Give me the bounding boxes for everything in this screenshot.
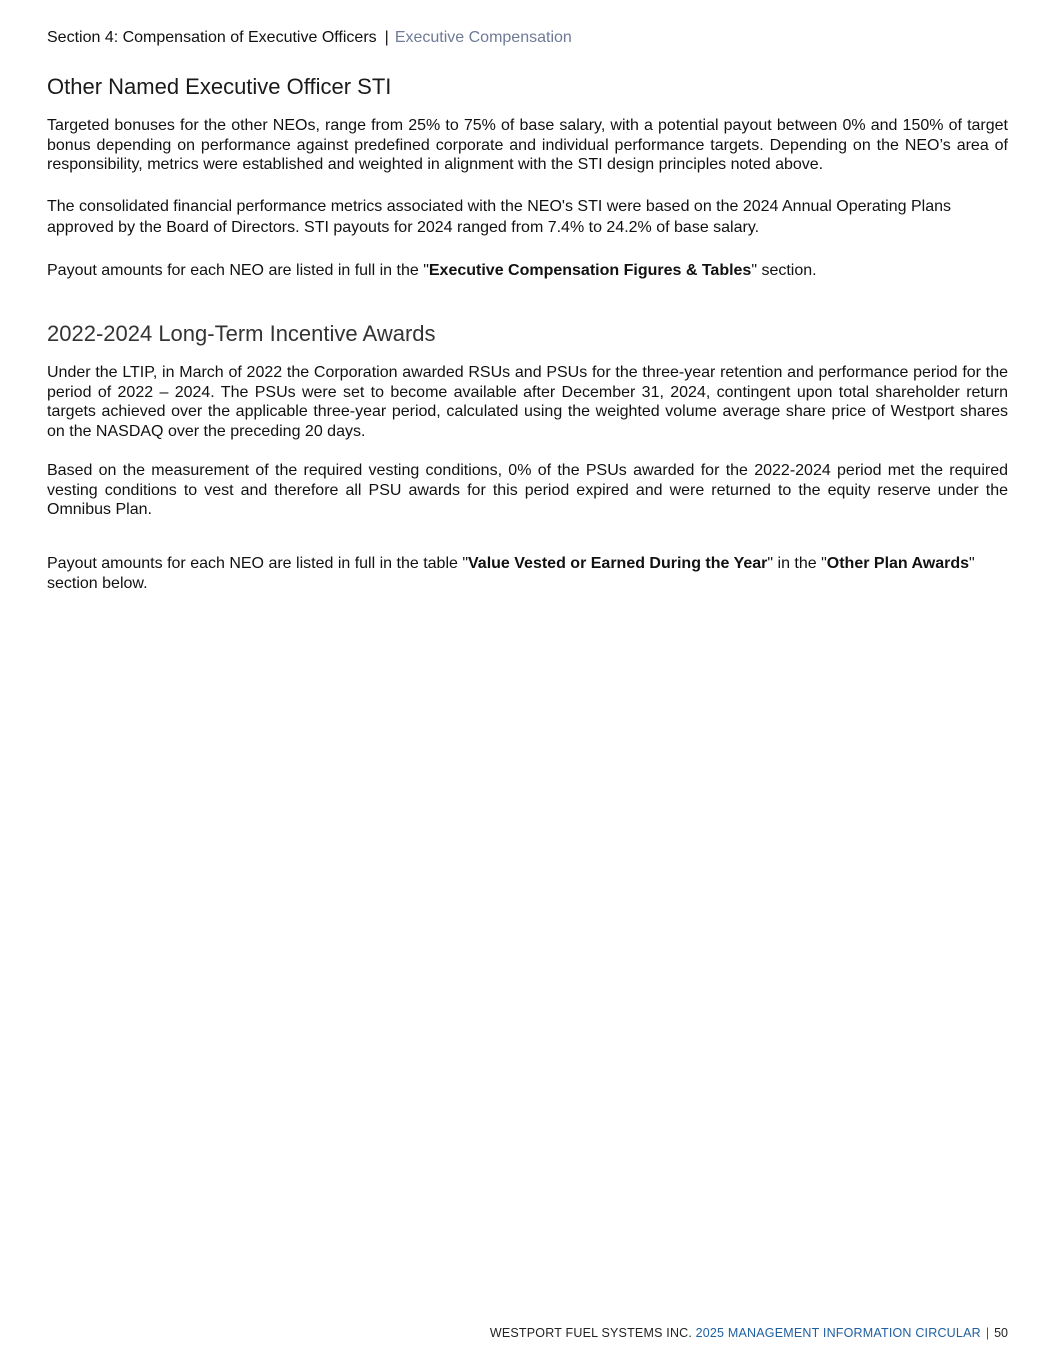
page-footer: [490, 1325, 1008, 1341]
ltip-heading: 2022-2024 Long-Term Incentive Awards: [47, 321, 436, 346]
sti-payout-text-pre: Payout amounts for each NEO are listed in full in the ": [47, 262, 429, 279]
sti-paragraph-payout-reference: [47, 261, 1008, 281]
ltip-paragraph-awards: Under the LTIP, in March of 2022 the Corporation awarded RSUs and PSUs for the three-year retention and performance period for the period of 2022 – 2024. The PSUs were set to become available after December 31, 2024, contingent upon total shareholder return targets achieved over the applicable three-year period, calculated using the weighted volume average share price of Westport shares on the NASDAQ over the preceding 20 days.: [47, 364, 1008, 440]
ltip-paragraph-payout-reference: [47, 554, 1008, 593]
page-header: [47, 28, 572, 48]
footer-company-name: WESTPORT FUEL SYSTEMS INC.: [489, 1326, 693, 1340]
sti-payout-section-reference: Executive Compensation Figures & Tables: [428, 262, 752, 279]
header-section-title: Section 4: Compensation of Executive Officers: [47, 29, 377, 46]
ltip-payout-section-reference: Other Plan Awards: [826, 555, 970, 572]
header-subsection-title: Executive Compensation: [394, 29, 572, 46]
sti-paragraph-targeted-bonuses: Targeted bonuses for the other NEOs, range from 25% to 75% of base salary, with a potential payout between 0% and 150% of target bonus depending on performance against predefined corporate and individual performance targets. Depending on the NEO’s area of responsibility, metrics were established and weighted in alignment with the STI design principles noted above.: [47, 117, 1008, 173]
sti-payout-text-post: " section.: [751, 262, 817, 279]
footer-document-title: 2025 MANAGEMENT INFORMATION CIRCULAR: [695, 1326, 981, 1340]
sti-paragraph-financial-metrics: The consolidated financial performance metrics associated with the NEO's STI were based on the 2024 Annual Operating Plans approved by the Board of Directors. STI payouts for 2024 ranged from 7.4% to 24.2% of base salary.: [47, 198, 951, 236]
ltip-paragraph-vesting: Based on the measurement of the required vesting conditions, 0% of the PSUs awarded for the 2022-2024 period met the required vesting conditions to vest and therefore all PSU awards for this period expired and were returned to the equity reserve under the Omnibus Plan.: [47, 462, 1008, 518]
ltip-payout-text-pre: Payout amounts for each NEO are listed in full in the table ": [47, 555, 469, 572]
footer-page-number: 50: [994, 1326, 1008, 1340]
ltip-payout-text-mid: " in the ": [767, 555, 827, 572]
ltip-payout-text-post: " section below.: [47, 555, 975, 592]
sti-heading: Other Named Executive Officer STI: [47, 74, 392, 99]
header-separator: |: [384, 29, 389, 46]
footer-separator: |: [985, 1326, 990, 1340]
ltip-payout-table-reference: Value Vested or Earned During the Year: [468, 555, 768, 572]
